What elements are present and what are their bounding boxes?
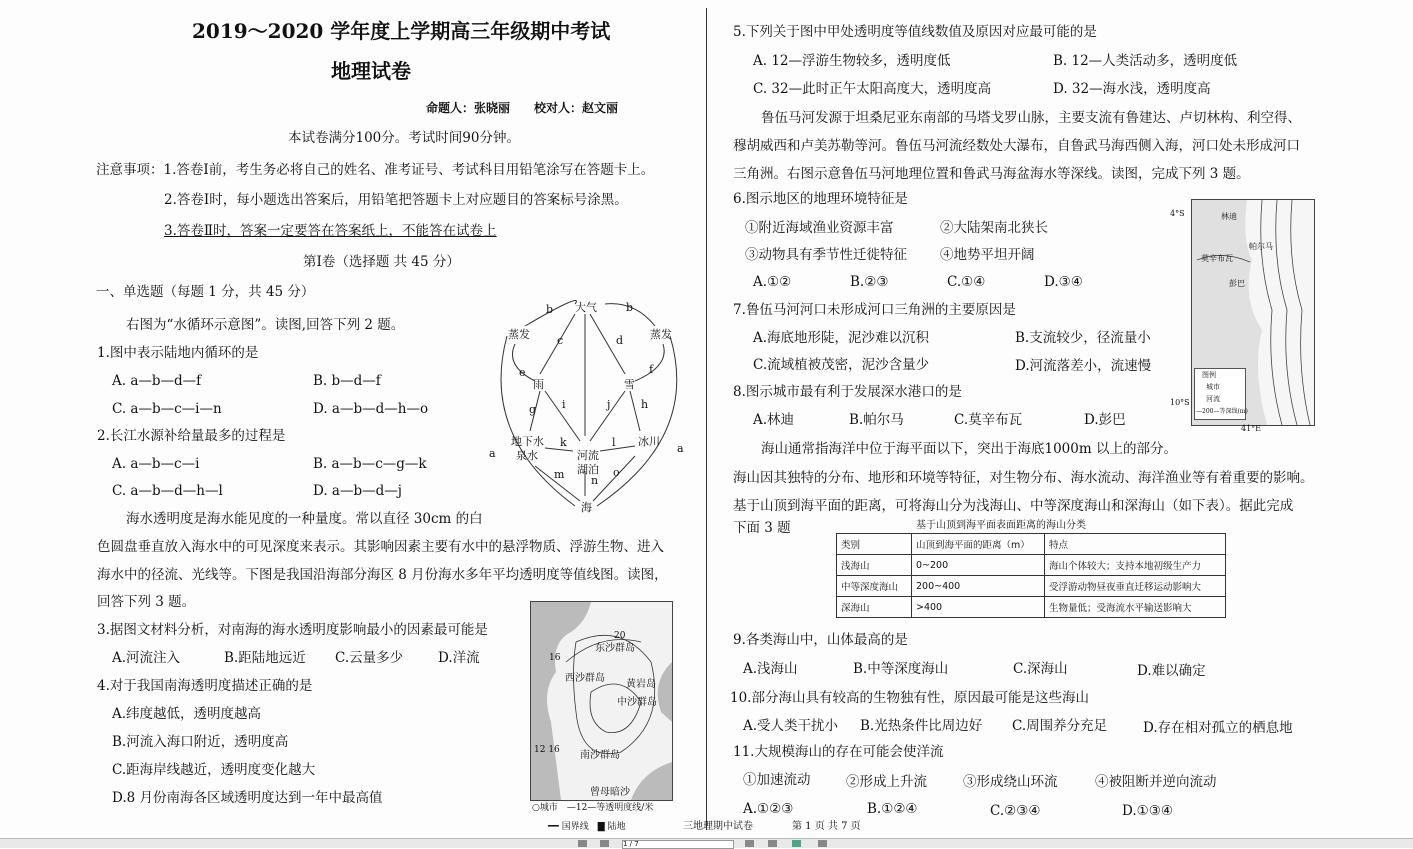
q11: 11.大规模海山的存在可能会使洋流 <box>733 744 944 760</box>
page-number-input[interactable]: 1 / 7 <box>622 840 734 849</box>
label-atmosphere: 大气 <box>575 301 597 314</box>
q7-c: C.流域植被茂密，泥沙含量少 <box>753 357 930 373</box>
para-1: 海水透明度是海水能见度的一种量度。常以直径 30cm 的白 <box>126 511 483 527</box>
q10-c: C.周围养分充足 <box>1012 718 1108 734</box>
passage-2: 穆胡威西和卢美苏勒等河。鲁伍马河流经数处大瀑布，自鲁武马海西侧入海，河口处未形成河口 <box>733 138 1300 154</box>
q10: 10.部分海山具有较高的生物独有性，原因最可能是这些海山 <box>730 690 1089 706</box>
prev-page-icon[interactable] <box>600 840 609 847</box>
label-sea: 海 <box>581 501 592 514</box>
edge-h: h <box>641 398 649 411</box>
edge-c: c <box>557 334 564 347</box>
edge-g: g <box>529 403 537 416</box>
passage-6: 基于山顶到海平面的距离，可将海山分为浅海山、中等深度海山和深海山（如下表）。据此完成 <box>733 498 1294 514</box>
passage-5: 海山因其独特的分布、地形和环境等特征，对生物分布、海水流动、海洋渔业等有着重要的影响。 <box>733 470 1314 486</box>
q8: 8.图示城市最有利于发展深水港口的是 <box>733 384 962 400</box>
next-page-icon[interactable] <box>745 840 754 847</box>
label-evaporation-right: 蒸发 <box>650 328 672 341</box>
label-zhongsha: 中沙群岛 <box>617 697 657 708</box>
last-page-icon[interactable] <box>768 840 777 847</box>
lat-4s: 4°S <box>1170 209 1185 218</box>
label-spring: 泉水 <box>516 449 538 462</box>
q3: 3.据图文材料分析，对南海的海水透明度影响最小的因素最可能是 <box>97 622 488 638</box>
lon-41e: 41°E <box>1241 424 1262 433</box>
para-3: 海水中的径流、光线等。下图是我国沿海部分海区 8 月份海水多年平均透明度等值线图。读图， <box>97 567 668 583</box>
q10-b: B.光热条件比周边好 <box>860 718 983 734</box>
table-header-row <box>837 534 1226 555</box>
q9-d: D.难以确定 <box>1137 663 1206 679</box>
q1-a: A. a—b—d—f <box>112 373 202 389</box>
label-rain: 雨 <box>533 378 544 391</box>
exam-info: 本试卷满分100分。考试时间90分钟。 <box>288 130 520 146</box>
q4-a: A.纬度越低，透明度越高 <box>112 706 262 722</box>
contour-20: 20 <box>614 631 626 641</box>
footer-page: 第 1 页 共 7 页 <box>792 821 861 832</box>
edge-l: l <box>612 436 616 449</box>
table-caption: 基于山顶到海平面表面距离的海山分类 <box>916 520 1086 531</box>
footer-text: 三地理期中试卷 <box>683 821 753 832</box>
map1-legend-2: ━━ 国界线 ▇ 陆地 <box>548 822 626 832</box>
edge-b2: b <box>626 301 634 314</box>
edge-f: f <box>649 363 654 376</box>
q1-b: B. b—d—f <box>313 373 381 389</box>
q8-c: C.莫辛布瓦 <box>954 412 1023 428</box>
cell: 中等深度海山 <box>837 576 912 597</box>
q9-a: A.浅海山 <box>743 661 798 677</box>
cell: 受浮游动物昼夜垂直迁移运动影响大 <box>1045 576 1226 597</box>
q1-c: C. a—b—c—i—n <box>112 401 222 417</box>
q9: 9.各类海山中，山体最高的是 <box>733 632 908 648</box>
q8-d: D.彭巴 <box>1084 412 1126 428</box>
exam-title: 2019～2020 学年度上学期高三年级期中考试 <box>192 19 611 43</box>
q8-b: B.帕尔马 <box>849 412 904 428</box>
subject-title: 地理试卷 <box>331 59 411 83</box>
cell: 200~400 <box>912 576 1045 597</box>
q3-c: C.云量多少 <box>335 650 404 666</box>
first-page-icon[interactable] <box>578 840 587 847</box>
edge-d: d <box>616 334 624 347</box>
refresh-icon[interactable] <box>792 840 801 847</box>
cell: 浅海山 <box>837 555 912 576</box>
q5-d: D. 32—海水浅，透明度高 <box>1053 81 1211 97</box>
authors: 命题人：张晓丽 校对人：赵文丽 <box>426 101 619 115</box>
note-1: 注意事项：1.答卷Ⅰ前，考生务必将自己的姓名、准考证号、考试科目用铅笔涂写在答题卡上。 <box>96 162 655 178</box>
q7-a: A.海底地形陡，泥沙难以沉积 <box>753 330 930 346</box>
city-palma: 帕尔马 <box>1249 242 1273 251</box>
q6-opt-2: ②大陆架南北狭长 <box>940 220 1048 236</box>
q11-opt-2: ②形成上升流 <box>846 774 927 790</box>
q6-a: A.①② <box>753 274 792 290</box>
cell: 生物量低；受海流水平输送影响大 <box>1045 597 1226 618</box>
para-2: 色圆盘垂直放入海水中的可见深度来表示。其影响因素主要有水中的悬浮物质、浮游生物、进入 <box>97 539 664 555</box>
city-lindi: 林迪 <box>1221 212 1237 221</box>
edge-n: n <box>591 474 599 487</box>
lat-10s: 10°S <box>1170 398 1190 407</box>
cell: >400 <box>912 597 1045 618</box>
label-groundwater: 地下水 <box>511 435 544 448</box>
q6-b: B.②③ <box>850 274 889 290</box>
label-huangyan: 黄岩岛 <box>626 679 656 690</box>
rovuma-legend <box>1194 368 1246 420</box>
cell: 深海山 <box>837 597 912 618</box>
q11-a: A.①②③ <box>743 801 794 817</box>
edge-a1: a <box>489 447 496 460</box>
q10-a: A.受人类干扰小 <box>743 718 839 734</box>
q10-d: D.存在相对孤立的栖息地 <box>1143 720 1293 736</box>
q6: 6.图示地区的地理环境特征是 <box>733 191 908 207</box>
q2-c: C. a—b—d—h—l <box>112 483 223 499</box>
q4: 4.对于我国南海透明度描述正确的是 <box>97 678 313 694</box>
label-river: 河流 <box>577 449 599 462</box>
q8-a: A.林迪 <box>753 412 795 428</box>
q6-d: D.③④ <box>1044 274 1083 290</box>
q5-b: B. 12—人类活动多，透明度低 <box>1053 53 1238 69</box>
table-row <box>837 555 1226 576</box>
th-distance: 山顶到海平面的距离（m） <box>912 534 1045 555</box>
edge-e: e <box>519 366 526 379</box>
q7-b: B.支流较少，径流量小 <box>1015 330 1151 346</box>
map1-legend-1: ○城市 —12—等透明度线/米 <box>532 803 654 813</box>
edge-i: i <box>562 398 566 411</box>
contour-16: 16 <box>549 653 561 663</box>
q11-opt-4: ④被阻断并逆向流动 <box>1095 774 1217 790</box>
note-3: 3.答卷Ⅱ时，答案一定要答在答案纸上，不能答在试卷上 <box>164 223 497 239</box>
intro-1: 右图为“水循环示意图”。读图,回答下列 2 题。 <box>126 317 405 333</box>
south-china-sea-map <box>530 601 673 801</box>
legend-city: 城市 <box>1206 383 1220 391</box>
q11-d: D.①③④ <box>1122 803 1173 819</box>
q11-opt-1: ①加速流动 <box>743 772 811 788</box>
cell: 海山个体较大；支持本地初级生产力 <box>1045 555 1226 576</box>
edge-o: o <box>613 466 620 479</box>
q4-c: C.距海岸线越近，透明度变化越大 <box>112 762 316 778</box>
note-2: 2.答卷Ⅰ时，每小题选出答案后，用铅笔把答题卡上对应题目的答案标号涂黑。 <box>164 192 628 208</box>
q7-d: D.河流落差小，流速慢 <box>1015 358 1152 374</box>
contour-12-16: 12 16 <box>534 745 560 755</box>
export-icon[interactable] <box>818 840 827 847</box>
edge-k: k <box>560 436 567 449</box>
edge-b1: b <box>546 303 554 316</box>
q5: 5.下列关于图中甲处透明度等值线数值及原因对应最可能的是 <box>733 24 1097 40</box>
q9-c: C.深海山 <box>1013 661 1068 677</box>
th-category: 类别 <box>837 534 912 555</box>
q1: 1.图中表示陆地内循环的是 <box>97 345 259 361</box>
legend-river: 河流 <box>1206 395 1220 403</box>
q11-opt-3: ③形成绕山环流 <box>963 774 1058 790</box>
q6-opt-3: ③动物具有季节性迁徙特征 <box>745 247 907 263</box>
q4-d: D.8 月份南海各区域透明度达到一年中最高值 <box>112 790 383 806</box>
q6-c: C.①④ <box>947 274 986 290</box>
passage-4: 海山通常指海洋中位于海平面以下，突出于海底1000m 以上的部分。 <box>761 441 1177 457</box>
table-row <box>837 576 1226 597</box>
label-xisha: 西沙群岛 <box>565 673 605 684</box>
legend-depth: —200—等深线(m) <box>1196 408 1248 415</box>
q6-opt-1: ①附近海域渔业资源丰富 <box>745 220 894 236</box>
edge-j: j <box>607 398 611 411</box>
q7: 7.鲁伍马河河口未形成河口三角洲的主要原因是 <box>733 302 1016 318</box>
q2-d: D. a—b—d—j <box>313 483 402 499</box>
passage-3: 三角洲。右图示意鲁伍马河地理位置和鲁武马海盆海水等深线。读图，完成下列 3 题。 <box>733 166 1250 182</box>
section-title: 第Ⅰ卷（选择题 共 45 分） <box>303 254 460 270</box>
passage-1: 鲁伍马河发源于坦桑尼亚东南部的马塔戈罗山脉，主要支流有鲁建达、卢切林构、利空得、 <box>761 110 1301 126</box>
column-divider <box>706 8 707 830</box>
th-feature: 特点 <box>1045 534 1226 555</box>
q9-b: B.中等深度海山 <box>853 661 949 677</box>
label-dongsha: 东沙群岛 <box>595 643 635 654</box>
label-evaporation-left: 蒸发 <box>508 328 530 341</box>
q3-a: A.河流注入 <box>112 650 181 666</box>
seamount-table <box>836 533 1226 618</box>
q5-a: A. 12—浮游生物较多，透明度低 <box>753 53 951 69</box>
label-zengmu: 曾母暗沙 <box>590 787 630 798</box>
city-pemba: 彭巴 <box>1229 279 1245 288</box>
edge-m: m <box>554 468 565 481</box>
q3-b: B.距陆地远近 <box>224 650 306 666</box>
q2-b: B. a—b—c—g—k <box>313 456 427 472</box>
part-title: 一、单选题（每题 1 分，共 45 分） <box>96 284 315 300</box>
q11-b: B.①②④ <box>867 801 918 817</box>
label-lake: 湖泊 <box>577 463 599 476</box>
table-row <box>837 597 1226 618</box>
q3-d: D.洋流 <box>438 650 480 666</box>
para-4: 回答下列 3 题。 <box>97 594 196 610</box>
cell: 0~200 <box>912 555 1045 576</box>
legend-title: 图例 <box>1202 371 1216 379</box>
city-mocimboa: 莫辛布瓦 <box>1201 254 1233 263</box>
q11-c: C.②③④ <box>990 803 1041 819</box>
label-nansha: 南沙群岛 <box>580 750 620 761</box>
q2: 2.长江水源补给量最多的过程是 <box>97 428 286 444</box>
label-snow: 雪 <box>624 378 635 391</box>
q1-d: D. a—b—d—h—o <box>313 401 429 417</box>
q6-opt-4: ④地势平坦开阔 <box>940 247 1035 263</box>
passage-7: 下面 3 题 <box>733 520 791 536</box>
q5-c: C. 32—此时正午太阳高度大，透明度高 <box>753 81 992 97</box>
q4-b: B.河流入海口附近，透明度高 <box>112 734 289 750</box>
rovuma-map <box>1170 199 1315 433</box>
label-glacier: 冰川 <box>638 435 660 448</box>
q2-a: A. a—b—c—i <box>112 456 200 472</box>
edge-a2: a <box>677 442 684 455</box>
